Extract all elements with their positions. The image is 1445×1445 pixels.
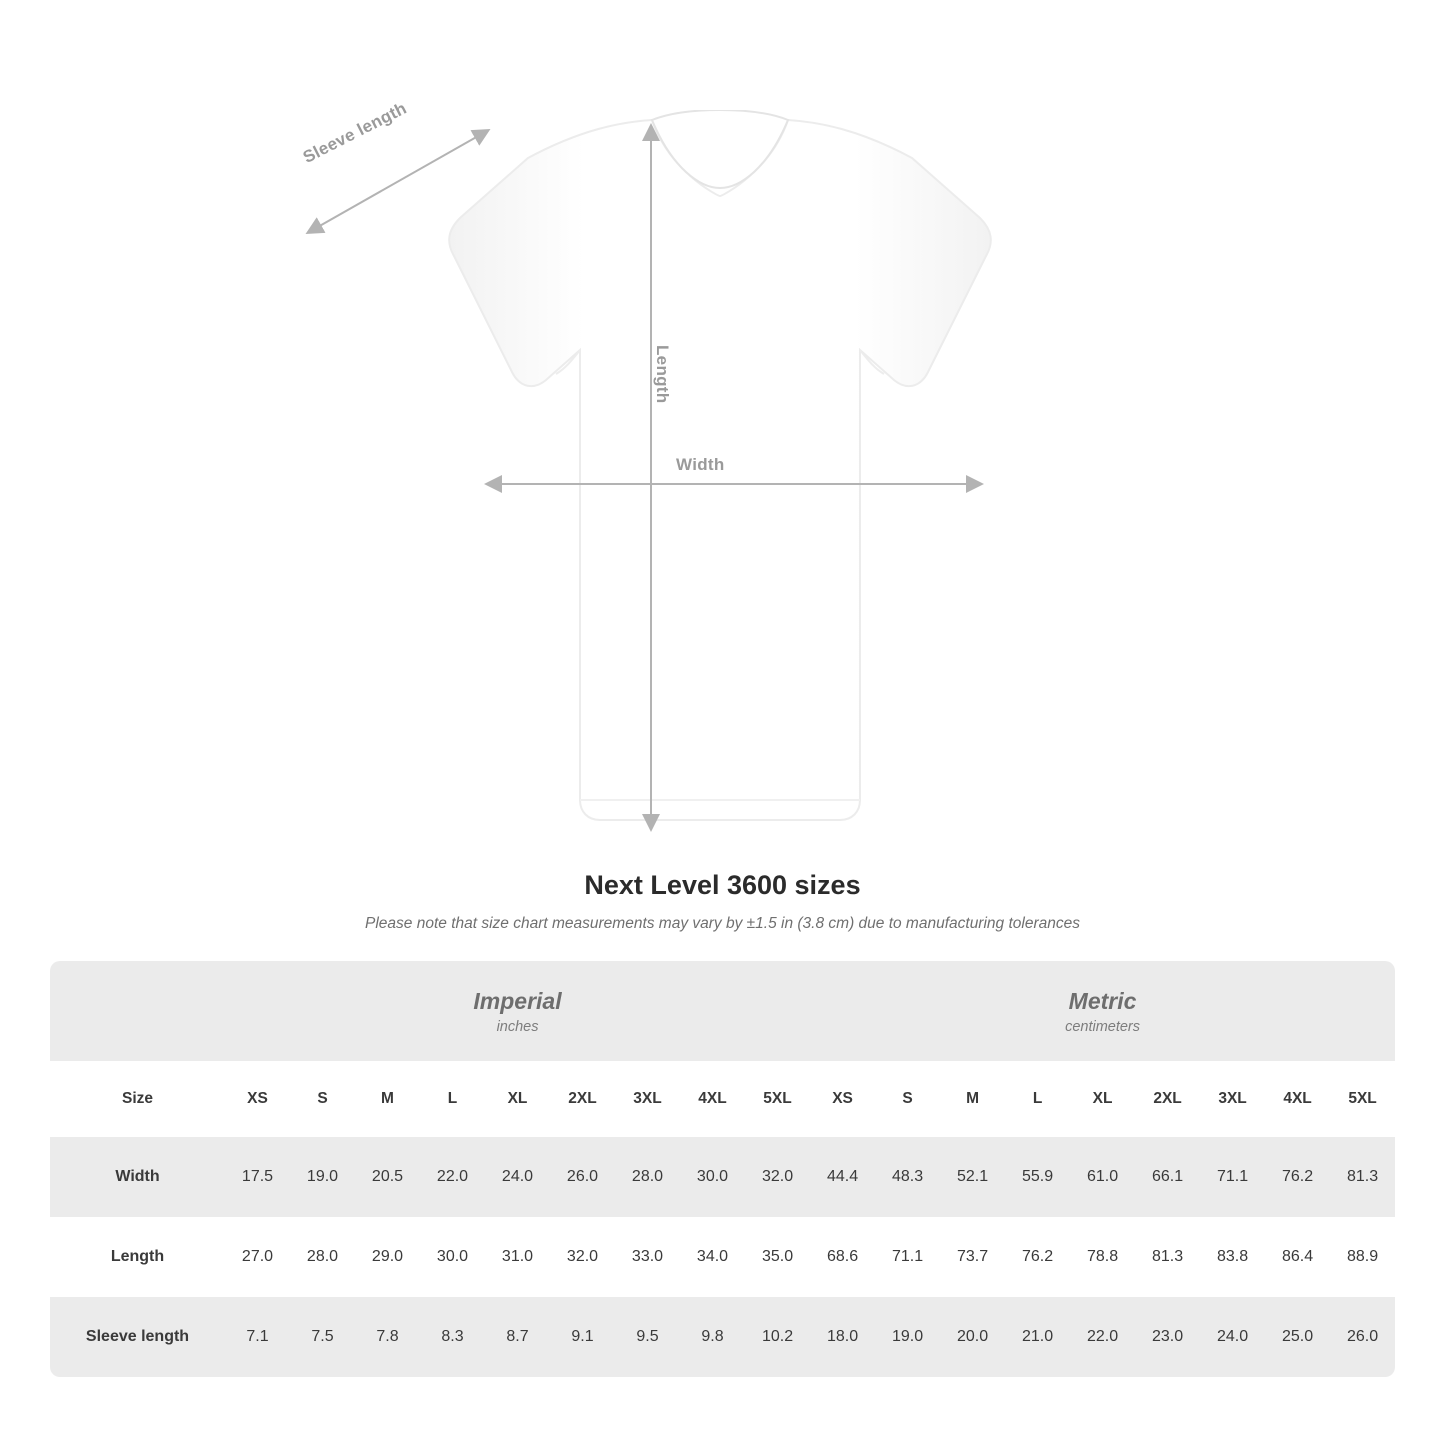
size-table [50,961,1395,1377]
cell-sleeve-imperial-5xl: 10.2 [745,1297,810,1377]
cell-width-metric-m: 52.1 [940,1137,1005,1217]
size-header-imperial-l: L [420,1061,485,1137]
cell-width-imperial-xl: 24.0 [485,1137,550,1217]
cell-sleeve-metric-4xl: 25.0 [1265,1297,1330,1377]
tolerance-note: Please note that size chart measurements may vary by ±1.5 in (3.8 cm) due to manufacturing tolerances [365,915,1080,932]
size-header-imperial-2xl: 2XL [550,1061,615,1137]
size-header-imperial-4xl: 4XL [680,1061,745,1137]
imperial-unit: inches [496,1018,539,1035]
cell-width-imperial-2xl: 26.0 [550,1137,615,1217]
table-row [50,1217,1395,1297]
row-label-length: Length [50,1217,225,1297]
cell-length-imperial-5xl: 35.0 [745,1217,810,1297]
cell-length-imperial-m: 29.0 [355,1217,420,1297]
size-header-metric-5xl: 5XL [1330,1061,1395,1137]
cell-sleeve-imperial-xl: 8.7 [485,1297,550,1377]
size-header-imperial-s: S [290,1061,355,1137]
cell-sleeve-metric-xl: 22.0 [1070,1297,1135,1377]
size-header-metric-s: S [875,1061,940,1137]
size-header-label: Size [50,1061,225,1137]
size-header-imperial-m: M [355,1061,420,1137]
cell-sleeve-metric-3xl: 24.0 [1200,1297,1265,1377]
size-header-imperial-5xl: 5XL [745,1061,810,1137]
cell-length-imperial-3xl: 33.0 [615,1217,680,1297]
cell-width-imperial-3xl: 28.0 [615,1137,680,1217]
cell-width-metric-xs: 44.4 [810,1137,875,1217]
cell-sleeve-imperial-xs: 7.1 [225,1297,290,1377]
size-header-metric-xs: XS [810,1061,875,1137]
cell-sleeve-imperial-m: 7.8 [355,1297,420,1377]
cell-width-metric-3xl: 71.1 [1200,1137,1265,1217]
cell-sleeve-imperial-l: 8.3 [420,1297,485,1377]
cell-sleeve-metric-s: 19.0 [875,1297,940,1377]
cell-length-metric-s: 71.1 [875,1217,940,1297]
cell-length-metric-m: 73.7 [940,1217,1005,1297]
cell-width-imperial-xs: 17.5 [225,1137,290,1217]
unit-system-imperial [225,961,810,1061]
size-header-metric-4xl: 4XL [1265,1061,1330,1137]
cell-width-metric-l: 55.9 [1005,1137,1070,1217]
cell-sleeve-metric-xs: 18.0 [810,1297,875,1377]
size-header-metric-2xl: 2XL [1135,1061,1200,1137]
length-label: Length [653,345,672,404]
cell-length-imperial-s: 28.0 [290,1217,355,1297]
cell-width-imperial-l: 22.0 [420,1137,485,1217]
cell-sleeve-imperial-s: 7.5 [290,1297,355,1377]
cell-sleeve-imperial-4xl: 9.8 [680,1297,745,1377]
cell-length-imperial-4xl: 34.0 [680,1217,745,1297]
size-header-row [50,1061,1395,1137]
cell-width-imperial-m: 20.5 [355,1137,420,1217]
cell-length-imperial-xl: 31.0 [485,1217,550,1297]
row-label-sleeve-length: Sleeve length [50,1297,225,1377]
cell-length-metric-xs: 68.6 [810,1217,875,1297]
cell-sleeve-metric-5xl: 26.0 [1330,1297,1395,1377]
size-header-imperial-3xl: 3XL [615,1061,680,1137]
metric-name: Metric [1068,988,1137,1015]
cell-width-imperial-4xl: 30.0 [680,1137,745,1217]
cell-width-imperial-s: 19.0 [290,1137,355,1217]
size-header-metric-l: L [1005,1061,1070,1137]
cell-length-imperial-xs: 27.0 [225,1217,290,1297]
page-title: Next Level 3600 sizes [584,870,861,900]
cell-width-imperial-5xl: 32.0 [745,1137,810,1217]
cell-sleeve-metric-2xl: 23.0 [1135,1297,1200,1377]
cell-length-metric-l: 76.2 [1005,1217,1070,1297]
imperial-name: Imperial [473,988,562,1015]
cell-sleeve-imperial-2xl: 9.1 [550,1297,615,1377]
size-header-metric-m: M [940,1061,1005,1137]
cell-width-metric-4xl: 76.2 [1265,1137,1330,1217]
cell-length-metric-3xl: 83.8 [1200,1217,1265,1297]
cell-length-metric-2xl: 81.3 [1135,1217,1200,1297]
size-header-metric-3xl: 3XL [1200,1061,1265,1137]
cell-sleeve-imperial-3xl: 9.5 [615,1297,680,1377]
size-header-imperial-xs: XS [225,1061,290,1137]
unit-system-metric [810,961,1395,1061]
unit-system-row [50,961,1395,1061]
size-table-wrapper [50,961,1395,1377]
cell-sleeve-metric-l: 21.0 [1005,1297,1070,1377]
cell-length-metric-5xl: 88.9 [1330,1217,1395,1297]
title-block [0,870,1445,933]
table-row [50,1137,1395,1217]
cell-length-imperial-l: 30.0 [420,1217,485,1297]
row-label-width: Width [50,1137,225,1217]
cell-width-metric-2xl: 66.1 [1135,1137,1200,1217]
cell-width-metric-xl: 61.0 [1070,1137,1135,1217]
cell-sleeve-metric-m: 20.0 [940,1297,1005,1377]
unit-system-corner [50,961,225,1061]
size-header-imperial-xl: XL [485,1061,550,1137]
cell-length-metric-xl: 78.8 [1070,1217,1135,1297]
width-label: Width [676,455,725,474]
metric-unit: centimeters [1065,1018,1141,1035]
cell-length-metric-4xl: 86.4 [1265,1217,1330,1297]
cell-length-imperial-2xl: 32.0 [550,1217,615,1297]
size-header-metric-xl: XL [1070,1061,1135,1137]
table-row [50,1297,1395,1377]
sleeve-length-label: Sleeve length [300,98,410,167]
cell-width-metric-5xl: 81.3 [1330,1137,1395,1217]
cell-width-metric-s: 48.3 [875,1137,940,1217]
